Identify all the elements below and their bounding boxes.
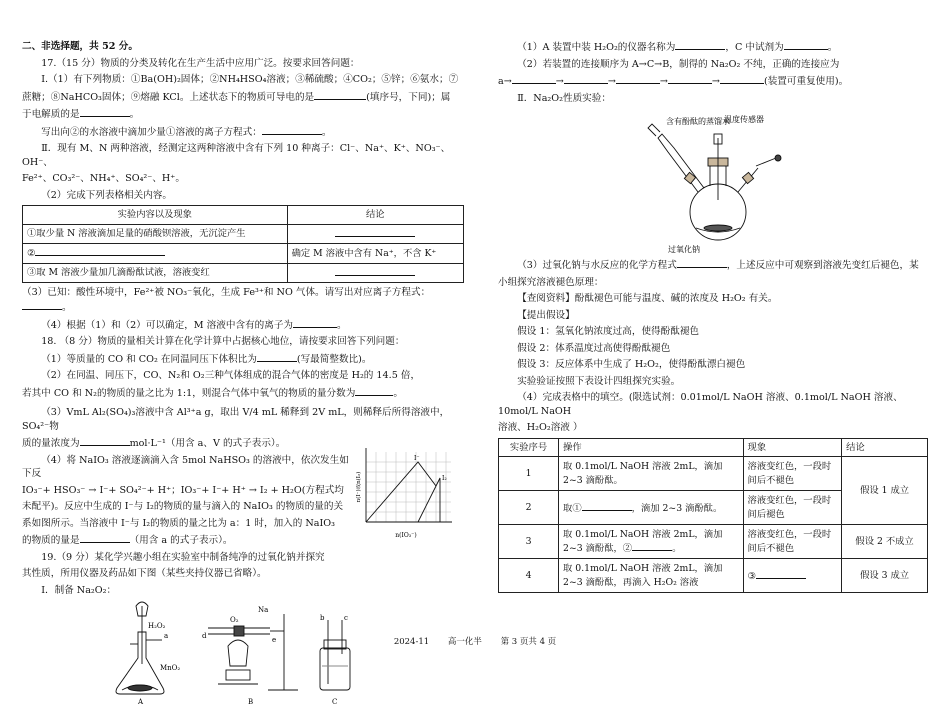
q17-part1-line2: 蔗糖；⑧NaHCO₃固体；⑨熔融 KCl。上述状态下的物质可导电的是 (填序号，下同)；属 (22, 91, 451, 103)
r-table-header: 结论 (842, 438, 928, 456)
r-q4-line2: 溶液、H₂O₂溶液 ） (498, 422, 583, 434)
apparatus-a (116, 602, 164, 694)
q17-table-blank (287, 224, 463, 243)
q17-part2-line2: Fe²⁺、CO₃²⁻、NH₄⁺、SO₄²⁻、H⁺。 (22, 173, 185, 185)
fig2-label-na2o2: 过氧化钠 (668, 245, 700, 254)
r-table-cell: 4 (499, 559, 559, 593)
q19-intro-line2: 其性质，所用仪器及药品如下图（某些夹持仪器已省略）。 (22, 568, 267, 580)
footer-date: 2024-11 (393, 637, 430, 647)
label-b: b (320, 614, 325, 623)
label-na: Na (258, 606, 269, 615)
q18-q4-line3: 未配平)。反应中生成的 I⁻与 I₂的物质的量与滴入的 NaIO₃ 的物质的量的关 (22, 501, 344, 513)
left-column (22, 40, 464, 705)
graph-x-label: n(IO₃⁻) (395, 531, 417, 539)
q19-apparatus-figure (22, 600, 464, 705)
apparatus-c (320, 620, 350, 690)
r-q2-line2: a→ → → → → (装置可重复使用)。 (498, 76, 849, 87)
r-hypo1: 假设 1：氢氧化钠浓度过高，使得酚酞褪色 (517, 326, 700, 337)
r-q2-line1: （2）若装置的连接顺序为 A→C→B，制得的 Na₂O₂ 不纯，正确的连接应为 (517, 58, 840, 70)
q18-q3-line1: （3）VmL Al₂(SO₄)₃溶液中含 Al³⁺a g，取出 V/4 mL 稀释到 2V mL，则稀释后所得溶液中，SO₄²⁻物 (22, 406, 450, 432)
label-a: a (164, 632, 169, 641)
q18-q2-line1: （2）在同温、同压下，CO、N₂和 O₂三种气体组成的混合气体的密度是 H₂的 14.5 倍， (41, 370, 421, 382)
r-table-cell: 溶液变红色，一段时间后不褪色 (743, 525, 842, 559)
label-h2o2: H₂O₂ (148, 622, 166, 631)
graph-label-iodine: I₂ (442, 474, 447, 482)
q17-table (22, 205, 464, 283)
q17-table-header-1: 实验内容以及现象 (23, 206, 288, 224)
r-verify: 实验验证按照下表设计四组探究实验。 (517, 375, 681, 387)
footer-page: 第 3 页共 4 页 (500, 637, 557, 647)
r-table-cell: 假设 2 不成立 (842, 525, 928, 559)
q18-q4-block (22, 454, 464, 549)
q18-intro: 18. （8 分）物质的量相关计算在化学计算中占据核心地位，请按要求回答下列问题： (41, 336, 405, 348)
r-hypo3: 假设 3：反应体系中生成了 H₂O₂，使得酚酞漂白褪色 (517, 359, 746, 370)
r-q3-line2: 小组探究溶液褪色原理： (498, 276, 604, 288)
q17-table-blank (287, 263, 463, 282)
label-mno2: MnO₂ (160, 664, 181, 673)
q17-table-cell: ①取少量 N 溶液滴加足量的硝酸钡溶液，无沉淀产生 (23, 224, 288, 243)
q17-table-cell: ③取 M 溶液少量加几滴酚酞试液，溶液变红 (23, 263, 288, 282)
q17-part1-line1: Ⅰ.（1）有下列物质：①Ba(OH)₂固体；②NH₄HSO₄溶液；③稀硫酸；④CO₂；⑤锌；⑥氨水；⑦ (41, 74, 459, 85)
q18-q1: （1）等质量的 CO 和 CO₂ 在同温同压下体积比为 (写最简整数比)。 (41, 353, 372, 365)
r-table-cell: 溶液变红色，一段时间后褪色 (743, 491, 842, 525)
q17-part2-line3: （2）完成下列表格相关内容。 (41, 189, 173, 201)
q18-q4-line5: 的物质的量是 （用含 a 的式子表示）。 (22, 535, 233, 547)
q17-q4: （4）根据（1）和（2）可以确定，M 溶液中含有的离子为 。 (41, 319, 347, 331)
q17-part1-line3: 于电解质的是 。 (22, 109, 140, 120)
r-table-cell: 取 0.1mol/L NaOH 溶液 2mL，滴加 2~3 滴酚酞，再滴入 H₂O₂ 溶液 (559, 559, 743, 593)
q18-q4-line2: IO₃⁻+ HSO₃⁻ → I⁻+ SO₄²⁻+ H⁺；IO₃⁻+ I⁻+ H⁺ → I₂ + H₂O(方程式均 (22, 484, 344, 496)
q17-q3: （3）已知：酸性环境中，Fe²⁺被 NO₃⁻氧化，生成 Fe³⁺和 NO 气体。请写出对应离子方程式：。 (22, 287, 431, 314)
r-q1: （1）A 装置中装 H₂O₂的仪器名称为 ，C 中试剂为 。 (517, 42, 838, 53)
r-table-cell: 3 (499, 525, 559, 559)
q19-intro-line1: 19.（9 分）某化学兴趣小组在实验室中制备纯净的过氧化钠并探究 (41, 551, 325, 563)
q17-table-cell: 确定 M 溶液中含有 Na⁺，不含 K⁺ (287, 244, 463, 263)
q17-table-header-2: 结论 (287, 206, 463, 224)
q17-part1-eq: 写出向②的水溶液中滴加少量①溶液的离子方程式： 。 (41, 126, 332, 138)
r-table-cell: 溶液变红色，一段时间后不褪色 (743, 457, 842, 491)
graph-y-label: n(I⁻)或n(I₂) (356, 471, 362, 502)
r-table-cell: ③ (743, 559, 842, 593)
r-q3-line1: （3）过氧化钠与水反应的化学方程式 ，上述反应中可观察到溶液先变红后褪色，某 (517, 260, 919, 271)
r-table-cell: 取 0.1mol/L NaOH 溶液 2mL，滴加 2~3 滴酚酞，② 。 (559, 525, 743, 559)
page-footer (0, 636, 950, 648)
r-table-cell: 取① ，滴加 2~3 滴酚酞。 (559, 491, 743, 525)
r-table-cell: 取 0.1mol/L NaOH 溶液 2mL，滴加 2~3 滴酚酞。 (559, 457, 743, 491)
r-info: 【查阅资料】酚酞褪色可能与温度、碱的浓度及 H₂O₂ 有关。 (517, 293, 778, 304)
r-part2: Ⅱ．Na₂O₂性质实验： (517, 92, 611, 104)
q17-part2-line1: Ⅱ．现有 M、N 两种溶液，经测定这两种溶液中含有下列 10 种离子：Cl⁻、Na⁺、K⁺、NO₃⁻、OH⁻、 (22, 143, 451, 168)
r-table-header: 实验序号 (499, 438, 559, 456)
q18-q3-line2: 质的量浓度为 mol·L⁻¹（用含 a、V 的式子表示）。 (22, 438, 286, 449)
r-experiment-table (498, 438, 928, 593)
graph-label-iodide: I⁻ (414, 454, 420, 462)
graph-curve-iodine (418, 478, 440, 522)
reaction-apparatus (648, 124, 781, 240)
r-table-cell: 假设 1 成立 (842, 457, 928, 525)
r-reaction-figure (498, 108, 928, 258)
label-apparatus-c: C (332, 698, 338, 705)
r-table-cell: 2 (499, 491, 559, 525)
label-e: e (272, 636, 277, 645)
q18-q4-line4: 系如图所示。当溶液中 I⁻与 I₂的物质的量之比为 a：1 时，加入的 NaIO₃ (22, 517, 336, 529)
fig2-label-water: 含有酚酞的蒸馏水 (666, 117, 730, 126)
label-c: c (344, 614, 348, 623)
q17-table-cell: ② (23, 244, 288, 263)
apparatus-b (208, 614, 298, 690)
label-o2: O₂ (230, 616, 239, 625)
q18-graph (356, 442, 458, 542)
q17-intro: 17.（15 分）物质的分类及转化在生产生活中应用广泛。按要求回答问题： (41, 57, 360, 69)
right-column (498, 40, 928, 596)
q18-q2-line2: 若其中 CO 和 N₂的物质的量之比为 1:1，则混合气体中氧气的物质的量分数为 。 (22, 387, 403, 399)
r-table-header: 现象 (743, 438, 842, 456)
label-d: d (202, 632, 207, 641)
r-q4-line1: （4）完成表格中的填空。(限选试剂：0.01mol/L NaOH 溶液、0.1mol/L NaOH 溶液、10mol/L NaOH (498, 392, 903, 417)
r-table-cell: 1 (499, 457, 559, 491)
label-apparatus-a: A (138, 698, 144, 705)
r-hypo-title: 【提出假设】 (517, 309, 575, 321)
q18-q4-line1: （4）将 NaIO₃ 溶液逐滴滴入含 5mol NaHSO₃ 的溶液中，依次发生如下反 (22, 454, 349, 480)
section-title: 二、非选择题，共 52 分。 (22, 41, 138, 52)
r-table-header: 操作 (559, 438, 743, 456)
r-hypo2: 假设 2：体系温度过高使得酚酞褪色 (517, 342, 671, 354)
q19-prep: Ⅰ．制备 Na₂O₂： (41, 584, 117, 596)
footer-subject: 高一化半 (447, 637, 482, 647)
label-apparatus-b: B (248, 698, 254, 705)
fig2-label-sensor: 温度传感器 (724, 115, 764, 124)
r-table-cell: 假设 3 成立 (842, 559, 928, 593)
